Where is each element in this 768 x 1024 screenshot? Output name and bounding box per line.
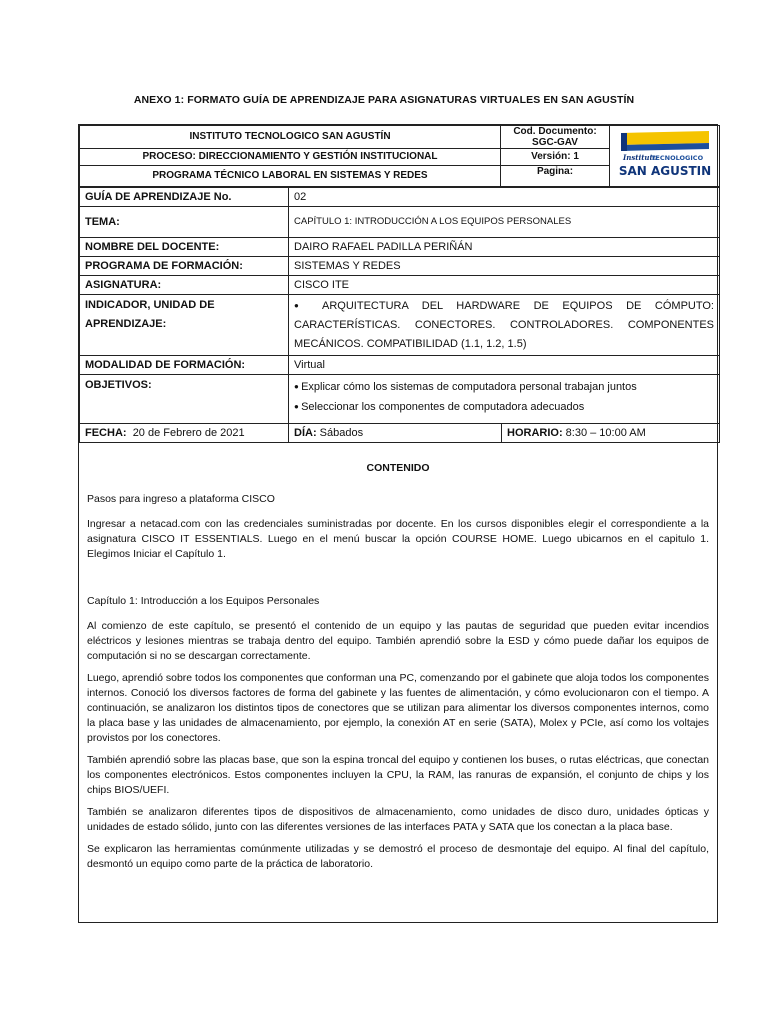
date-value: 20 de Febrero de 2021: [132, 427, 245, 439]
logo-cell: [610, 126, 720, 187]
content-paragraph-5: Luego, aprendió sobre todos los componentes que conforman una PC, comenzando por el gabinete que aloja todos los componentes internos. Conoció los diversos factores de forma del gabinete y las fuentes de alimentación, y cómo evolucionaron con el tiempo. A continuación, se analizaron los distintos tipos de conectores que se utilizan para alimentar los diversos componentes internos, como la placa base y las unidades de almacenamiento, por ejemplo, la conexión AT en serie (SATA), Molex y PCIe, así como los voltajes provistos por los conectores.: [87, 672, 709, 744]
indicator-value: ● ARQUITECTURA DEL HARDWARE DE EQUIPOS DE CÓMPUTO: CARACTERÍSTICAS. CONECTORES. CONTROLADORES. COMPONENTES MECÁNICOS. COMPATIBILIDAD (1.1, 1.2, 1.5): [294, 296, 714, 354]
day-cell: [289, 424, 502, 443]
objectives-cell: [289, 375, 720, 424]
content-paragraph-2: Ingresar a netacad.com con las credenciales suministradas por docente. En los cursos disponibles elegir el correspondiente a la asignatura CISCO IT ESSENTIALS. Luego en el menú buscar la opción COURSE HOME. Luego ubicarnos en el capitulo 1. Elegimos Iniciar el Capítulo 1.: [87, 518, 709, 560]
doc-code-value: SGC-GAV: [532, 137, 578, 148]
version: Versión: 1: [501, 149, 610, 166]
modality-label: MODALIDAD DE FORMACIÓN:: [80, 356, 289, 375]
schedule-cell: [502, 424, 720, 443]
schedule-value: 8:30 – 10:00 AM: [565, 427, 646, 439]
teacher-label: NOMBRE DEL DOCENTE:: [80, 238, 289, 257]
header-table: [79, 125, 720, 187]
process-name: PROCESO: DIRECCIONAMIENTO Y GESTIÓN INSTITUCIONAL: [80, 149, 501, 166]
date-label: FECHA:: [85, 427, 127, 439]
subject-label: ASIGNATURA:: [80, 276, 289, 295]
day-value: Sábados: [319, 427, 364, 439]
logo-line3: SAN AGUSTIN: [618, 164, 711, 178]
content-paragraph-6: También aprendió sobre las placas base, que son la espina troncal del equipo y contienen los buses, o rutas eléctricas, que conectan los componentes electrónicos. Estos componentes incluyen la CPU, la RAM, las ranuras de expansión, el conjunto de chips y los chips BIOS/UEFI.: [87, 754, 709, 796]
indicator-label: INDICADOR, UNIDAD DE APRENDIZAJE:: [80, 295, 289, 356]
logo-line2: TECNOLOGICO: [650, 154, 703, 162]
content-section: [79, 461, 717, 872]
program-label: PROGRAMA DE FORMACIÓN:: [80, 257, 289, 276]
topic-value: CAPÍTULO 1: INTRODUCCIÓN A LOS EQUIPOS PERSONALES: [289, 207, 720, 238]
objective-2: ● Seleccionar los componentes de computadora adecuados: [294, 397, 714, 417]
info-table: [79, 187, 720, 443]
objectives-label: OBJETIVOS:: [80, 375, 289, 424]
doc-code: [501, 126, 610, 149]
content-paragraph-1: Pasos para ingreso a plataforma CISCO: [87, 493, 275, 505]
content-paragraph-4: Al comienzo de este capítulo, se presentó el contenido de un equipo y las pautas de seguridad que pueden evitar incendios eléctricos y lesiones mientras se trabaja dentro del equipo. También aprendió sobre la ESD y cómo puede dañar los equipos de computación si no se descargan correctamente.: [87, 620, 709, 662]
date-cell: [80, 424, 289, 443]
day-label: DÍA:: [294, 427, 317, 439]
objective-1: ● Explicar cómo los sistemas de computadora personal trabajan juntos: [294, 377, 714, 397]
topic-label: TEMA:: [80, 207, 289, 238]
content-heading: CONTENIDO: [366, 462, 430, 474]
schedule-label: HORARIO:: [507, 427, 563, 439]
guide-number-value: 02: [289, 188, 720, 207]
subject-value: CISCO ITE: [289, 276, 720, 295]
teacher-value: DAIRO RAFAEL PADILLA PERIÑÁN: [289, 238, 720, 257]
logo-line1: Instituto: [622, 153, 657, 162]
guide-document: [78, 124, 718, 923]
institute-name: INSTITUTO TECNOLOGICO SAN AGUSTÍN: [80, 126, 501, 149]
content-paragraph-8: Se explicaron las herramientas comúnmente utilizadas y se demostró el proceso de desmontaje del equipo. Al final del capítulo, desmontó un equipo como parte de la práctica de laboratorio.: [87, 843, 709, 870]
guide-number-label: GUÍA DE APRENDIZAJE No.: [80, 188, 289, 207]
doc-code-label: Cod. Documento:: [513, 126, 597, 137]
modality-value: Virtual: [289, 356, 720, 375]
indicator-cell: [289, 295, 720, 356]
institute-logo: [619, 129, 711, 179]
program-name: PROGRAMA TÉCNICO LABORAL EN SISTEMAS Y REDES: [80, 166, 501, 187]
page-number: Pagina:: [501, 166, 610, 187]
program-value: SISTEMAS Y REDES: [289, 257, 720, 276]
annex-title: ANEXO 1: FORMATO GUÍA DE APRENDIZAJE PARA ASIGNATURAS VIRTUALES EN SAN AGUSTÍN: [133, 94, 635, 106]
content-paragraph-3: Capítulo 1: Introducción a los Equipos Personales: [87, 595, 320, 607]
content-paragraph-7: También se analizaron diferentes tipos de dispositivos de almacenamiento, como unidades de disco duro, unidades ópticas y unidades de estado sólido, junto con las diferentes versiones de las interfaces PATA y SATA que los conectan a la placa base.: [87, 806, 709, 833]
